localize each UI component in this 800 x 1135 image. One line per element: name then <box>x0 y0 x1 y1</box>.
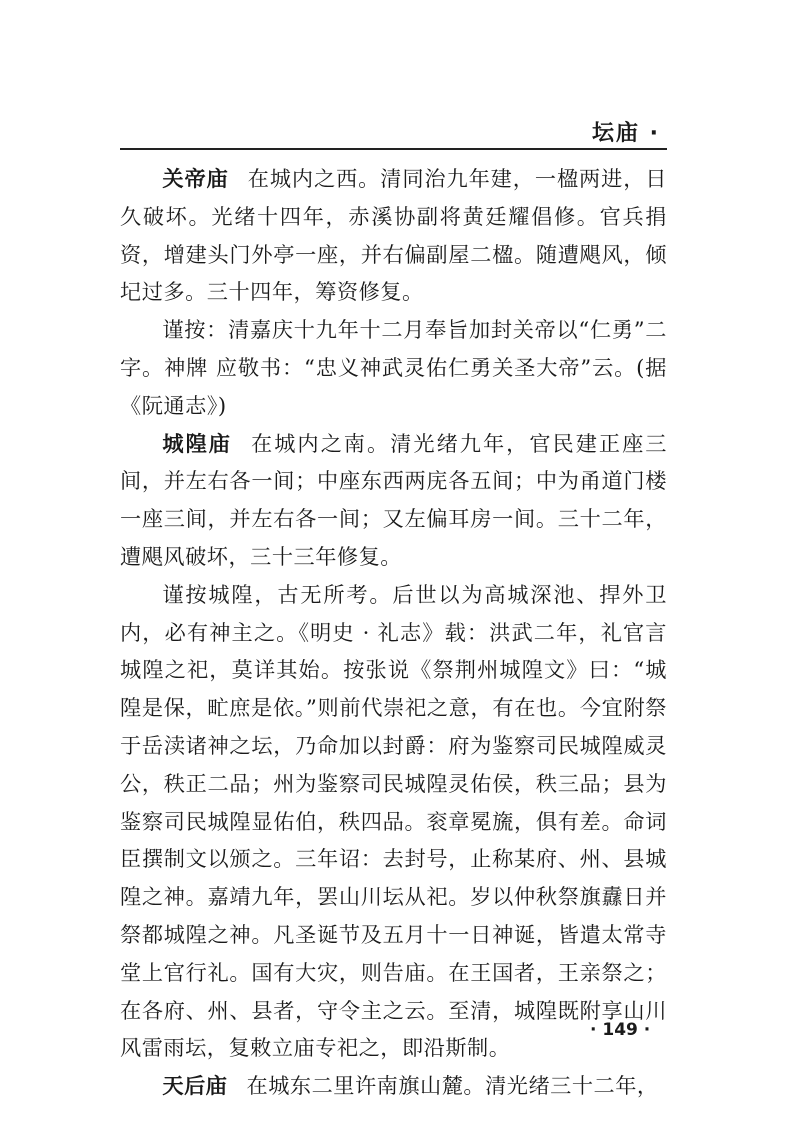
paragraph-chenghuang-temple <box>120 425 667 576</box>
paragraph-guandi-note <box>120 311 667 424</box>
header-rule <box>120 148 667 150</box>
entry-term: 天后庙 <box>162 1073 228 1099</box>
paragraph-tianhou-temple <box>120 1067 667 1105</box>
body-text <box>120 160 667 1105</box>
paragraph-text: 在城内之西。清同治九年建，一楹两进，日久破坏。光绪十四年，赤溪协副将黄廷耀倡修。官兵捐资，增建头门外亭一座，并右偏副屋二楹。随遭飓风，倾圮过多。三十四年，筹资修复。 <box>120 166 667 305</box>
entry-term: 关帝庙 <box>162 166 229 191</box>
paragraph-text: 在城内之南。清光绪九年，官民建正座三间，并左右各一间；中座东西两庑各五间；中为甬道门楼一座三间，并左右各一间；又左偏耳房一间。三十二年，遭飓风破坏，三十三年修复。 <box>120 430 667 569</box>
entry-term: 城隍庙 <box>162 430 232 456</box>
paragraph-guandi-temple <box>120 160 667 311</box>
paragraph-text: 谨按：清嘉庆十九年十二月奉旨加封关帝以“仁勇”二字。神牌 应敬书：“忠义神武灵佑仁勇关圣大帝”云。(据《阮通志》) <box>120 317 667 418</box>
paragraph-text: 谨按城隍，古无所考。后世以为高城深池、捍外卫内，必有神主之。《明史 · 礼志》载：洪武二年，礼官言城隍之祀，莫详其始。按张说《祭荆州城隍文》曰：“城隍是保，甿庶是依。”则前代崇祀之意，有在也。今宜附祭于岳渎诸神之坛，乃命加以封爵：府为鉴察司民城隍威灵公，秩正二品；州为鉴察司民城隍灵佑侯，秩三品；县为鉴察司民城隍显佑伯，秩四品。衮章冕旒，俱有差。命词臣撰制文以颁之。三年诏：去封号，止称某府、州、县城隍之神。嘉靖九年，罢山川坛从祀。岁以仲秋祭旗纛日并祭都城隍之神。凡圣诞节及五月十一日神诞，皆遣太常寺堂上官行礼。国有大灾，则告庙。在王国者，王亲祭之；在各府、州、县者，守令主之云。至清，城隍既附享山川风雷雨坛，复敕立庙专祀之，即沿斯制。 <box>120 581 667 1061</box>
page-number: · 149 · <box>590 1020 651 1040</box>
paragraph-chenghuang-note <box>120 576 667 1067</box>
running-header-title: 坛庙 · <box>592 121 661 146</box>
paragraph-text: 在城东二里许南旗山麓。清光绪三十二年， <box>246 1073 659 1099</box>
